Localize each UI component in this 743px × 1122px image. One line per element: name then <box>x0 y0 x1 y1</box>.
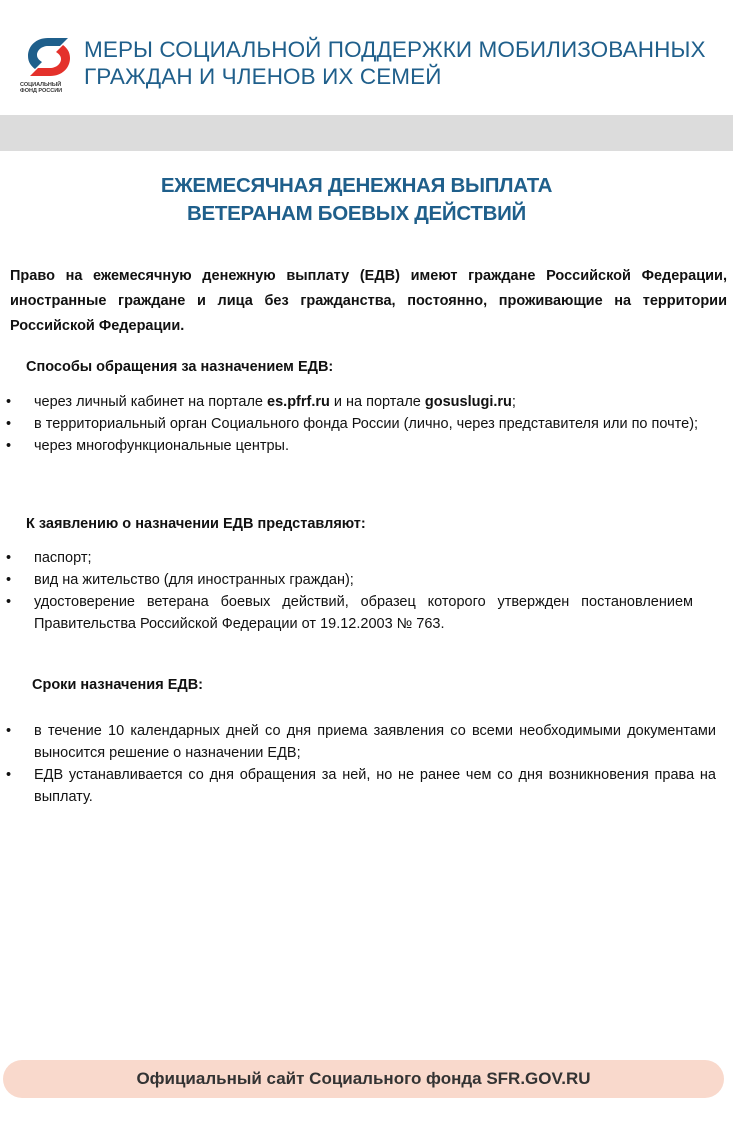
bullet-icon: • <box>6 767 12 783</box>
bullet-icon: • <box>6 438 12 454</box>
bullet-icon: • <box>6 723 12 739</box>
header-title-line1: МЕРЫ СОЦИАЛЬНОЙ ПОДДЕРЖКИ МОБИЛИЗОВАННЫХ <box>84 37 706 62</box>
bullet-icon: • <box>6 394 12 410</box>
list-item <box>0 435 725 457</box>
bullet-icon: • <box>6 416 12 432</box>
list-item-text: и на портале <box>329 394 425 410</box>
header-title-line2: ГРАЖДАН И ЧЛЕНОВ ИХ СЕМЕЙ <box>84 64 442 89</box>
list-item-text: через многофункциональные центры. <box>34 438 289 454</box>
terms-list <box>0 720 716 808</box>
list-item-text: в территориальный орган Социального фонда России (лично, через представителя или по почте); <box>34 416 699 432</box>
page-title <box>0 172 713 228</box>
section-title-terms: Сроки назначения ЕДВ: <box>32 677 203 693</box>
list-item-text: паспорт; <box>34 550 92 566</box>
bullet-icon: • <box>6 594 12 610</box>
section-title-documents: К заявлению о назначении ЕДВ представляют: <box>26 516 366 532</box>
section-title-application-methods: Способы обращения за назначением ЕДВ: <box>26 359 334 375</box>
list-item-text: вид на жительство (для иностранных граждан); <box>34 572 354 588</box>
bullet-icon: • <box>6 550 12 566</box>
documents-list <box>0 547 693 635</box>
list-item-text: ; <box>511 394 516 410</box>
list-item <box>0 391 725 413</box>
header-title <box>84 36 739 90</box>
gosuslugi-link[interactable]: gosuslugi.ru <box>424 394 512 410</box>
intro-paragraph: Право на ежемесячную денежную выплату (ЕДВ) имеют граждане Российской Федерации, иностранные граждане и лица без гражданства, постоянно, проживающие на территории Российской Федерации. <box>10 268 727 334</box>
logo-caption: СОЦИАЛЬНЫЙ ФОНД РОССИИ <box>20 82 63 94</box>
sfr-logo-icon <box>20 34 76 80</box>
list-item-text: ЕДВ устанавливается со дня обращения за ней, но не ранее чем со дня возникновения права на выплату. <box>34 767 716 805</box>
sfr-logo <box>20 34 76 98</box>
list-item <box>0 547 693 569</box>
bullet-icon: • <box>6 572 12 588</box>
list-item <box>0 569 693 591</box>
footer-official-site-banner[interactable] <box>3 1060 724 1098</box>
header-divider-band <box>0 115 733 151</box>
es-pfrf-link[interactable]: es.pfrf.ru <box>267 394 330 410</box>
application-methods-list <box>0 391 725 457</box>
list-item-text: через личный кабинет на портале <box>34 394 268 410</box>
list-item <box>0 591 693 635</box>
list-item-text: в течение 10 календарных дней со дня приема заявления со всеми необходимыми документами выносится решение о назначении ЕДВ; <box>34 723 716 761</box>
page-header <box>0 0 743 115</box>
list-item <box>0 720 716 764</box>
list-item-text: удостоверение ветерана боевых действий, образец которого утвержден постановлением Правительства Российской Федерации от 19.12.2003 № 763. <box>34 594 693 632</box>
page-title-line2: ВЕТЕРАНАМ БОЕВЫХ ДЕЙСТВИЙ <box>187 202 526 225</box>
page-title-line1: ЕЖЕМЕСЯЧНАЯ ДЕНЕЖНАЯ ВЫПЛАТА <box>160 174 553 197</box>
list-item <box>0 413 725 435</box>
list-item <box>0 764 716 808</box>
footer-text: Официальный сайт Социального фонда SFR.GOV.RU <box>136 1069 591 1088</box>
